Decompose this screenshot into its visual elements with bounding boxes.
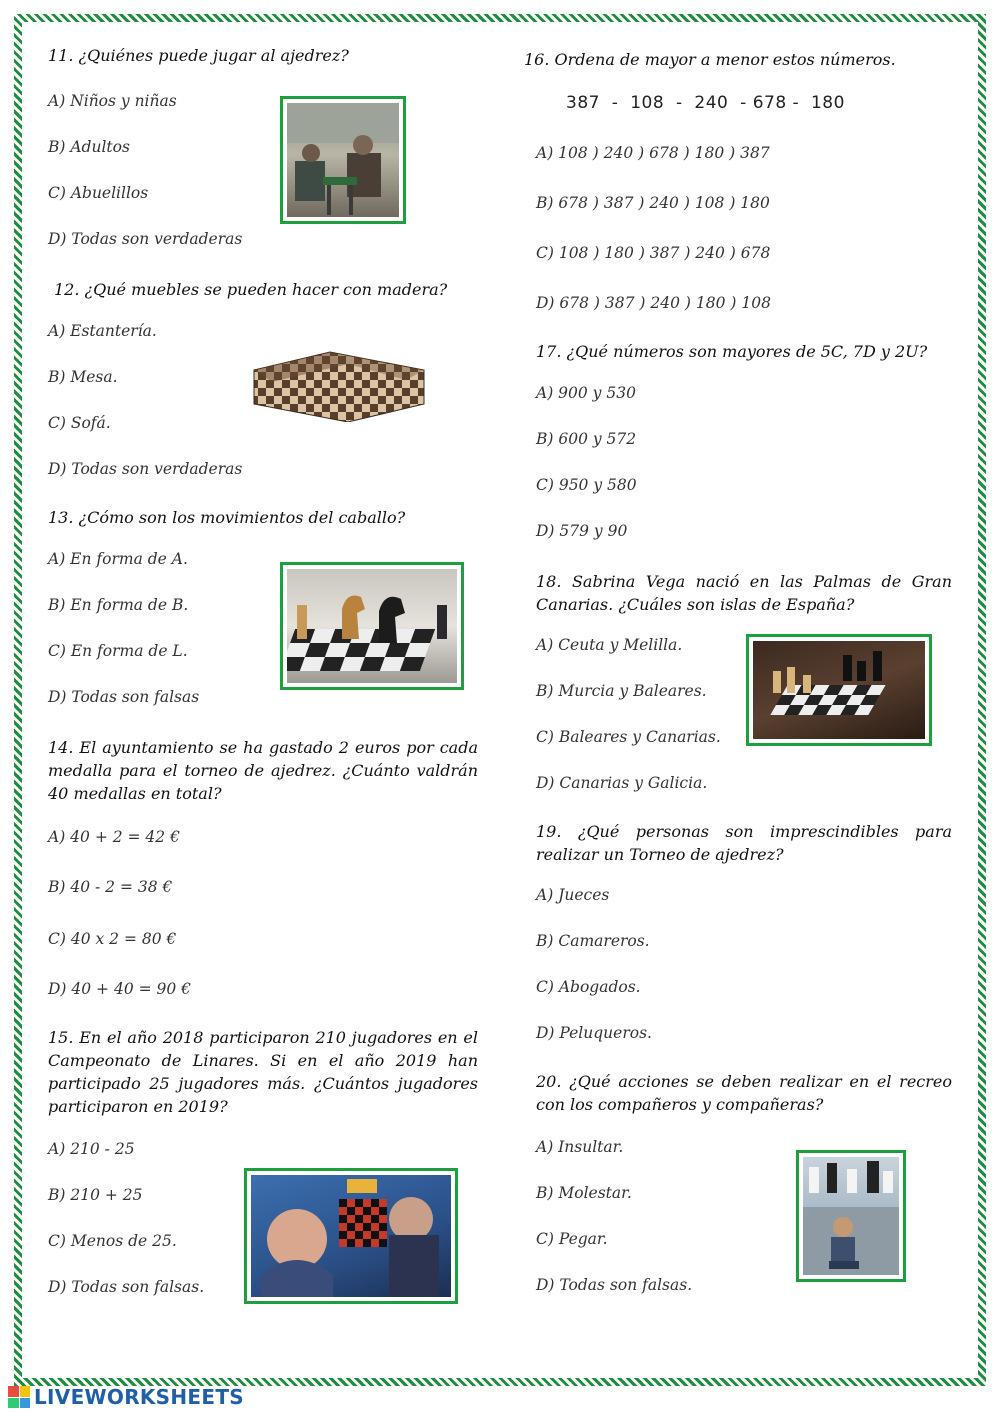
option-a[interactable]: A) 40 + 2 = 42 € <box>48 828 180 846</box>
option-a[interactable]: A) En forma de A. <box>48 550 188 568</box>
option-b[interactable]: B) 40 - 2 = 38 € <box>48 878 173 896</box>
question-title: 16. Ordena de mayor a menor estos números. <box>524 50 896 69</box>
option-c[interactable]: C) Sofá. <box>48 414 111 432</box>
option-b[interactable]: B) Camareros. <box>536 932 650 950</box>
question-18 <box>536 570 966 792</box>
chessboard-sofa-image <box>250 348 428 422</box>
option-b[interactable]: B) 210 + 25 <box>48 1186 143 1204</box>
option-b[interactable]: B) 600 y 572 <box>536 430 637 448</box>
option-b[interactable]: B) 678 ) 387 ) 240 ) 108 ) 180 <box>536 194 770 212</box>
question-title: 20. ¿Qué acciones se deben realizar en el recreo con los compañeros y compañeras? <box>536 1072 952 1114</box>
question-15 <box>48 1026 478 1296</box>
option-d[interactable]: D) Canarias y Galicia. <box>536 774 708 792</box>
option-c[interactable]: C) 108 ) 180 ) 387 ) 240 ) 678 <box>536 244 771 262</box>
question-11 <box>48 44 478 248</box>
option-a[interactable]: A) Ceuta y Melilla. <box>536 636 683 654</box>
question-title: 19. ¿Qué personas son imprescindibles para realizar un Torneo de ajedrez? <box>536 822 952 864</box>
question-title: 15. En el año 2018 participaron 210 jugadores en el Campeonato de Linares. Si en el año 2019 han participado 25 jugadores más. ¿Cuántos jugadores participaron en 2019? <box>48 1028 478 1116</box>
question-20 <box>536 1070 966 1294</box>
question-16 <box>524 48 954 71</box>
photo-chess-knights <box>280 562 464 690</box>
option-b[interactable]: B) Adultos <box>48 138 130 156</box>
option-c[interactable]: C) Abuelillos <box>48 184 149 202</box>
option-c[interactable]: C) Menos de 25. <box>48 1232 177 1250</box>
option-d[interactable]: D) Todas son falsas <box>48 688 200 706</box>
question-title: 11. ¿Quiénes puede jugar al ajedrez? <box>48 46 349 65</box>
photo-players-at-board <box>244 1168 458 1304</box>
photo-men-playing-chess <box>280 96 406 224</box>
number-sequence: 387 - 108 - 240 - 678 - 180 <box>566 93 845 113</box>
option-a[interactable]: A) 900 y 530 <box>536 384 636 402</box>
option-d[interactable]: D) Todas son verdaderas <box>48 230 243 248</box>
logo-mark-icon <box>8 1386 30 1408</box>
question-title: 12. ¿Qué muebles se pueden hacer con madera? <box>54 280 448 299</box>
question-title: 14. El ayuntamiento se ha gastado 2 euros por cada medalla para el torneo de ajedrez. ¿Cuánto valdrán 40 medallas en total? <box>48 738 478 803</box>
option-d[interactable]: D) Peluqueros. <box>536 1024 652 1042</box>
option-b[interactable]: B) Molestar. <box>536 1184 632 1202</box>
option-b[interactable]: B) Murcia y Baleares. <box>536 682 707 700</box>
option-c[interactable]: C) En forma de L. <box>48 642 188 660</box>
option-c[interactable]: C) Baleares y Canarias. <box>536 728 721 746</box>
option-d[interactable]: D) Todas son falsas. <box>48 1278 205 1296</box>
option-a[interactable]: A) Insultar. <box>536 1138 624 1156</box>
option-a[interactable]: A) Jueces <box>536 886 610 904</box>
option-c[interactable]: C) 40 x 2 = 80 € <box>48 930 177 948</box>
photo-chess-pieces-board <box>746 634 932 746</box>
question-17 <box>536 340 966 540</box>
question-19 <box>536 820 966 1042</box>
question-title: 13. ¿Cómo son los movimientos del caballo? <box>48 508 406 527</box>
option-d[interactable]: D) 579 y 90 <box>536 522 628 540</box>
option-a[interactable]: A) 210 - 25 <box>48 1140 135 1158</box>
option-a[interactable]: A) Estantería. <box>48 322 157 340</box>
option-a[interactable]: A) 108 ) 240 ) 678 ) 180 ) 387 <box>536 144 770 162</box>
question-13 <box>48 506 478 706</box>
option-d[interactable]: D) 678 ) 387 ) 240 ) 180 ) 108 <box>536 294 771 312</box>
option-b[interactable]: B) En forma de B. <box>48 596 189 614</box>
liveworksheets-logo[interactable] <box>8 1384 244 1410</box>
option-c[interactable]: C) Abogados. <box>536 978 641 996</box>
question-14 <box>48 736 478 998</box>
question-title: 18. Sabrina Vega nació en las Palmas de Gran Canarias. ¿Cuáles son islas de España? <box>536 572 952 614</box>
option-a[interactable]: A) Niños y niñas <box>48 92 177 110</box>
option-d[interactable]: D) Todas son falsas. <box>536 1276 693 1294</box>
question-title: 17. ¿Qué números son mayores de 5C, 7D y 2U? <box>536 342 928 361</box>
question-12 <box>54 278 484 301</box>
logo-text: LIVEWORKSHEETS <box>34 1385 245 1409</box>
photo-child-giant-chess <box>796 1150 906 1282</box>
option-b[interactable]: B) Mesa. <box>48 368 118 386</box>
option-c[interactable]: C) 950 y 580 <box>536 476 637 494</box>
option-d[interactable]: D) 40 + 40 = 90 € <box>48 980 192 998</box>
option-c[interactable]: C) Pegar. <box>536 1230 608 1248</box>
option-d[interactable]: D) Todas son verdaderas <box>48 460 243 478</box>
